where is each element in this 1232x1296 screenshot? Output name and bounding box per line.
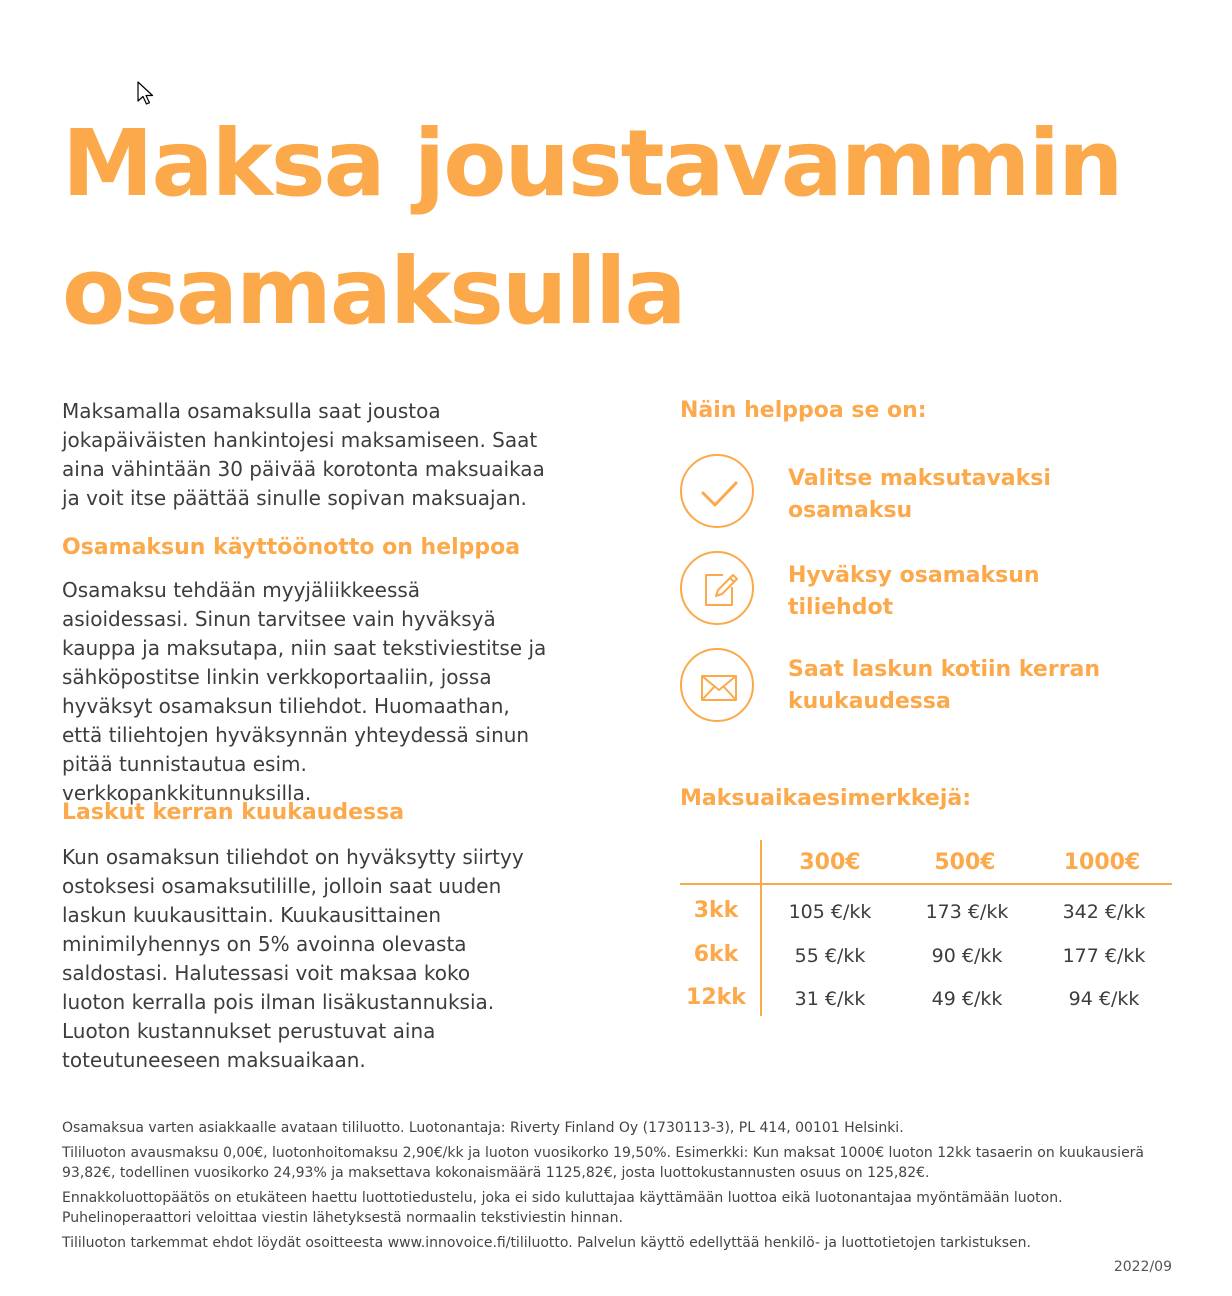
payment-examples-table <box>680 840 1172 1020</box>
section-heading-invoices: Laskut kerran kuukaudessa <box>62 800 405 825</box>
invoices-paragraph: Kun osamaksun tiliehdot on hyväksytty siirtyy ostoksesi osamaksutilille, jolloin saat uuden laskun kuukausittain. Kuukausittainen minimilyhennys on 5% avoinna olevasta saldostasi. Halutessasi voit maksaa koko luoton kerralla pois ilman lisäkustannuksia. Luoton kustannukset perustuvat aina toteutuneeseen maksuaikaan. <box>62 845 524 1072</box>
edit-document-icon <box>680 551 754 625</box>
onboarding-paragraph: Osamaksu tehdään myyjäliikkeessä asioidessasi. Sinun tarvitsee vain hyväksyä kauppa ja maksutapa, niin saat tekstiviestitse ja sähköpostitse linkin verkkoportaaliin, jossa hyväksyt osamaksun tiliehdot. Huomaathan, että tiliehtojen hyväksynnän yhteydessä sinun pitää tunnistautua esim. verkkopankkitunnuksilla. <box>62 578 547 805</box>
footer-paragraph: Tililuoton tarkemmat ehdot löydät osoitteesta www.innovoice.fi/tililuotto. Palvelun käyttö edellyttää henkilö- ja luottotietojen tarkistuksen. <box>62 1235 1031 1251</box>
document-date: 2022/09 <box>1113 1259 1172 1275</box>
table-cell: 105 €/kk <box>788 901 872 923</box>
step-item-2 <box>680 551 1160 631</box>
row-header: 3kk <box>693 898 739 923</box>
section-heading-onboarding: Osamaksun käyttöönotto on helppoa <box>62 535 521 560</box>
envelope-icon <box>680 648 754 722</box>
footer-paragraph: Tililuoton avausmaksu 0,00€, luotonhoitomaksu 2,90€/kk ja luoton vuosikorko 19,50%. Esimerkki: Kun maksat 1000€ luoton 12kk tasaerin on kuukausierä 93,82€, todellinen vuosikorko 24,93% ja maksettava kokonaismäärä 1125,82€, josta luottokustannusten osuus on 125,82€. <box>62 1145 1145 1181</box>
column-header: 300€ <box>799 850 861 875</box>
table-cell: 342 €/kk <box>1062 901 1146 923</box>
table-cell: 173 €/kk <box>925 901 1009 923</box>
column-header: 500€ <box>934 850 996 875</box>
table-cell: 49 €/kk <box>931 988 1003 1010</box>
step-item-3 <box>680 648 1160 728</box>
title-line-2: osamaksulla <box>62 238 685 345</box>
footer-paragraph: Osamaksua varten asiakkaalle avataan tililuotto. Luotonantaja: Riverty Finland Oy (1730113-3), PL 414, 00101 Helsinki. <box>62 1120 904 1136</box>
table-cell: 90 €/kk <box>931 945 1003 967</box>
legal-footer <box>62 1118 1172 1258</box>
table-cell: 177 €/kk <box>1062 945 1146 967</box>
intro-paragraph: Maksamalla osamaksulla saat joustoa jokapäiväisten hankintojesi maksamiseen. Saat aina vähintään 30 päivää korotonta maksuaikaa ja voit itse päättää sinulle sopivan maksuajan. <box>62 399 545 510</box>
column-header: 1000€ <box>1063 850 1141 875</box>
step-label: Saat laskun kotiin kerran kuukaudessa <box>788 657 1101 714</box>
row-header: 12kk <box>686 985 746 1010</box>
step-label: Hyväksy osamaksun tiliehdot <box>788 563 1040 620</box>
step-item-1 <box>680 454 1160 534</box>
table-cell: 31 €/kk <box>794 988 866 1010</box>
step-label: Valitse maksutavaksi osamaksu <box>788 466 1051 523</box>
table-divider-vertical <box>760 840 762 1016</box>
table-divider-horizontal <box>680 883 1172 885</box>
steps-heading: Näin helppoa se on: <box>680 398 927 423</box>
checkmark-icon <box>680 454 754 528</box>
examples-heading: Maksuaikaesimerkkejä: <box>680 786 972 811</box>
title-line-1: Maksa joustavammin <box>62 110 1122 217</box>
table-cell: 94 €/kk <box>1068 988 1140 1010</box>
page-title <box>62 100 1122 356</box>
table-cell: 55 €/kk <box>794 945 866 967</box>
row-header: 6kk <box>693 942 739 967</box>
footer-paragraph: Ennakkoluottopäätös on etukäteen haettu luottotiedustelu, joka ei sido kuluttajaa käyttämään luottoa eikä luotonantajaa myöntämään luoton. Puhelinoperaattori veloittaa viestin lähetyksestä normaalin tekstiviestin hinnan. <box>62 1190 1063 1226</box>
